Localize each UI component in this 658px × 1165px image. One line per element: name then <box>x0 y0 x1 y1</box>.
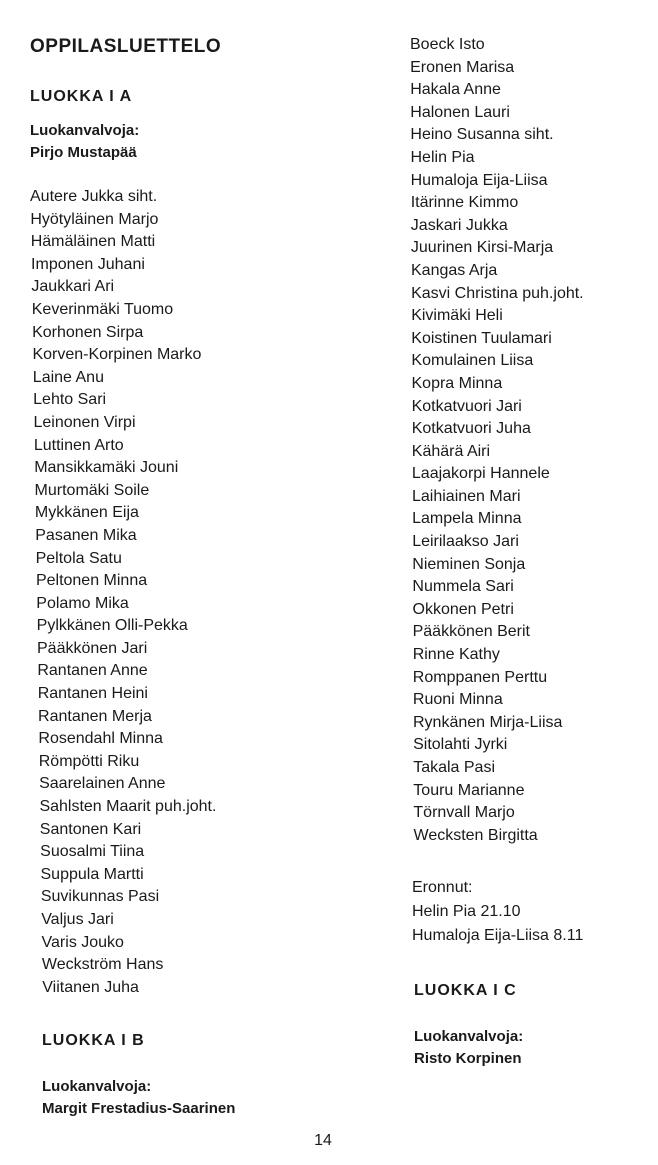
class-1a-student-item: Korhonen Sirpa <box>32 323 144 341</box>
class-1c-teacher-name: Risto Korpinen <box>414 1050 522 1067</box>
class-1a-student-item: Rantanen Anne <box>37 662 148 680</box>
class-1b-student-item: Heino Susanna siht. <box>410 126 554 144</box>
class-1b-student-item: Rinne Kathy <box>412 646 500 664</box>
class-1a-student-list <box>30 186 216 999</box>
class-1b-student-item: Boeck Isto <box>410 36 485 53</box>
class-1a-student-item: Saarelainen Anne <box>39 775 166 793</box>
class-1b-student-item: Kotkatvuori Juha <box>411 420 531 438</box>
class-1b-student-item: Laihiainen Mari <box>412 487 521 505</box>
class-1b-student-item: Komulainen Liisa <box>411 352 534 370</box>
class-1a-student-item: Santonen Kari <box>39 820 142 838</box>
class-1a-student-item: Valjus Jari <box>41 911 114 928</box>
page-number: 14 <box>314 1132 332 1149</box>
resigned-label: Eronnut: <box>412 879 473 896</box>
class-1a-student-item: Autere Jukka siht. <box>30 188 158 205</box>
class-1a-heading: LUOKKA I A <box>30 88 133 105</box>
class-1b-student-item: Ruoni Minna <box>412 691 503 709</box>
class-1a-student-item: Peltola Satu <box>35 549 122 567</box>
class-1a-student-item: Imponen Juhani <box>31 255 145 273</box>
class-1b-student-item: Nummela Sari <box>412 578 514 596</box>
class-1a-student-item: Rosendahl Minna <box>38 730 163 748</box>
class-1a-student-item: Suvikunnas Pasi <box>40 888 160 906</box>
class-1a-student-item: Polamo Mika <box>36 594 129 612</box>
class-1a-student-item: Rantanen Merja <box>38 707 152 725</box>
class-1b-student-item: Humaloja Eija-Liisa <box>410 171 548 189</box>
class-1b-student-item: Helin Pia <box>410 148 475 166</box>
class-1a-student-item: Lehto Sari <box>33 391 107 409</box>
class-1b-student-item: Kotkatvuori Jari <box>411 397 522 415</box>
class-1a-student-item: Viitanen Juha <box>42 978 139 996</box>
class-1a-teacher-label: Luokanvalvoja: <box>30 122 140 139</box>
class-1b-student-item: Kopra Minna <box>411 374 503 392</box>
class-1a-teacher-name: Pirjo Mustapää <box>30 144 137 161</box>
class-1a-student-item: Luttinen Arto <box>33 436 124 454</box>
class-1b-student-item: Eronen Marisa <box>410 58 515 76</box>
class-1a-student-item: Pasanen Mika <box>35 526 137 544</box>
class-1b-student-item: Kasvi Christina puh.joht. <box>411 284 584 302</box>
class-1c-teacher <box>414 1026 523 1070</box>
class-1b-heading: LUOKKA I B <box>42 1032 145 1049</box>
class-1b-student-item: Takala Pasi <box>413 759 496 776</box>
class-1b-student-item: Pääkkönen Berit <box>412 623 530 641</box>
class-1a-student-item: Suppula Martti <box>40 865 144 883</box>
class-1a-student-item: Römpötti Riku <box>38 752 140 770</box>
class-1a-student-item: Murtomäki Soile <box>34 481 150 499</box>
resigned-item-1: Helin Pia 21.10 <box>412 903 521 920</box>
class-1c-teacher-label: Luokanvalvoja: <box>414 1028 524 1045</box>
class-1b-student-item: Kähärä Airi <box>411 442 491 460</box>
class-1b-student-list <box>410 34 584 847</box>
class-1a-student-item: Suosalmi Tiina <box>40 843 145 861</box>
class-1a-student-item: Varis Jouko <box>41 933 124 951</box>
class-1c-heading: LUOKKA I C <box>414 982 517 999</box>
class-1b-student-item: Jaskari Jukka <box>410 216 508 234</box>
page-title: OPPILASLUETTELO <box>30 36 222 57</box>
class-1a-student-item: Peltonen Minna <box>35 572 148 590</box>
class-1b-student-item: Juurinen Kirsi-Marja <box>410 239 554 257</box>
class-1a-student-item: Mykkänen Eija <box>34 504 139 522</box>
class-1a-student-item: Mansikkamäki Jouni <box>34 459 179 477</box>
class-1b-student-item: Romppanen Perttu <box>412 668 548 686</box>
class-1b-student-item: Kangas Arja <box>411 261 498 279</box>
resigned-item-2: Humaloja Eija-Liisa 8.11 <box>412 927 584 944</box>
class-1a-student-item: Pääkkönen Jari <box>37 639 148 657</box>
resigned-section <box>412 876 583 948</box>
class-1b-student-item: Koistinen Tuulamari <box>411 329 552 347</box>
class-1a-student-item: Keverinmäki Tuomo <box>31 300 174 318</box>
class-1a-student-item: Jaukkari Ari <box>31 278 115 296</box>
class-1b-student-item: Rynkänen Mirja-Liisa <box>413 713 563 731</box>
class-1b-teacher-name: Margit Frestadius-Saarinen <box>42 1100 236 1117</box>
class-1b-student-item: Hakala Anne <box>410 81 501 99</box>
class-1a-student-item: Pylkkänen Olli-Pekka <box>36 617 188 635</box>
class-1b-student-item: Wecksten Birgitta <box>413 826 538 844</box>
class-1b-teacher-label: Luokanvalvoja: <box>42 1078 152 1095</box>
class-1b-student-item: Kivimäki Heli <box>411 307 503 325</box>
class-1b-student-item: Sitolahti Jyrki <box>413 736 508 754</box>
class-1b-student-item: Laajakorpi Hannele <box>411 465 550 483</box>
class-1b-student-item: Okkonen Petri <box>412 600 514 618</box>
class-1b-student-item: Leirilaakso Jari <box>412 533 519 551</box>
class-1b-teacher <box>42 1076 235 1120</box>
class-1a-teacher <box>30 120 139 164</box>
class-1a-student-item: Korven-Korpinen Marko <box>32 346 202 364</box>
class-1b-student-item: Nieminen Sonja <box>412 555 526 573</box>
class-1a-student-item: Hyötyläinen Marjo <box>30 210 159 228</box>
class-1b-student-item: Touru Marianne <box>413 781 525 799</box>
class-1b-student-item: Törnvall Marjo <box>413 804 515 822</box>
class-1a-student-item: Sahlsten Maarit puh.joht. <box>39 798 217 816</box>
class-1a-student-item: Laine Anu <box>32 368 104 386</box>
class-1a-student-item: Hämäläinen Matti <box>30 233 156 251</box>
class-1a-student-item: Rantanen Heini <box>37 685 148 703</box>
class-1b-student-item: Lampela Minna <box>412 510 522 528</box>
class-1a-student-item: Weckström Hans <box>41 956 164 974</box>
class-1a-student-item: Leinonen Virpi <box>33 413 136 431</box>
class-1b-student-item: Halonen Lauri <box>410 103 510 121</box>
class-1b-student-item: Itärinne Kimmo <box>410 194 519 212</box>
